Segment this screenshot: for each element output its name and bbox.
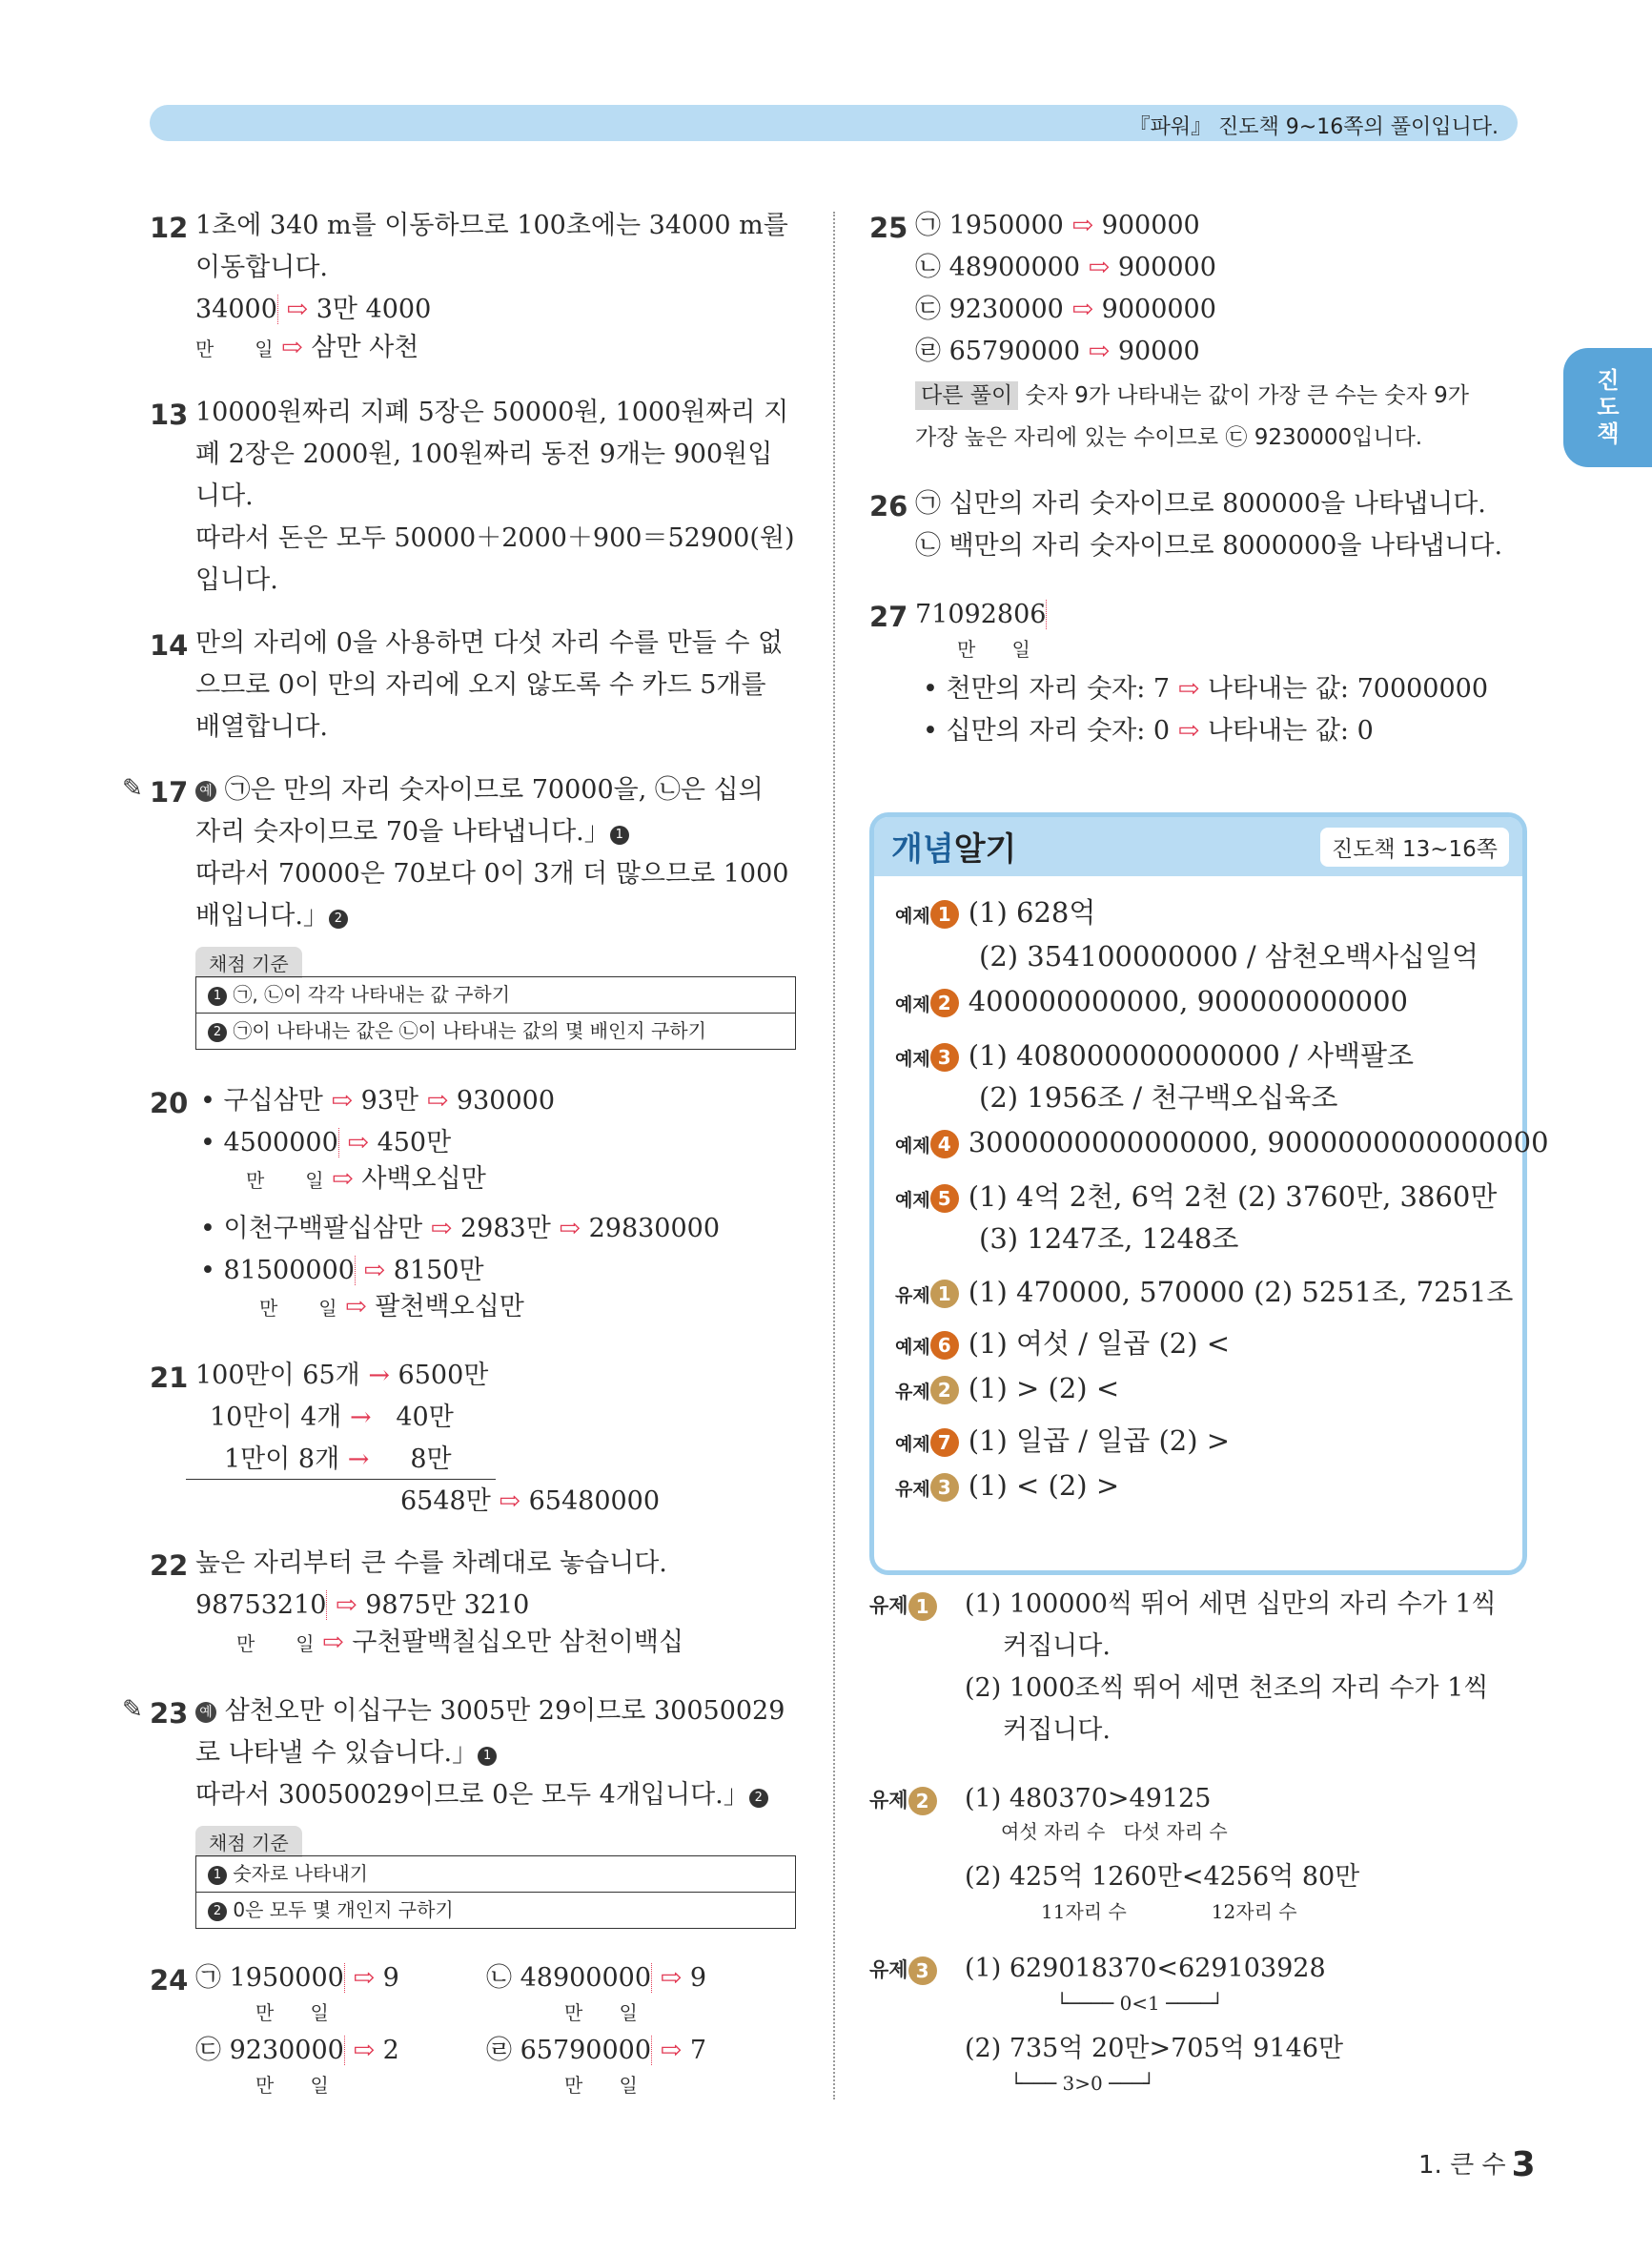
p22-line-2 bbox=[195, 1591, 529, 1620]
arrow-icon: ⇨ bbox=[353, 1963, 376, 1993]
p27-line-3 bbox=[923, 717, 1374, 746]
concept-title-a: 개념 bbox=[891, 830, 954, 869]
il-label: 일 bbox=[310, 2074, 329, 2097]
il-label: 일 bbox=[619, 2074, 638, 2097]
man-label: 만 bbox=[564, 2074, 583, 2097]
p27-text: • 십만의 자리 숫자: 0 bbox=[923, 716, 1171, 746]
criteria-table bbox=[195, 976, 796, 1050]
p23-text: 따라서 30050029이므로 0은 모두 4개입니다.」 bbox=[195, 1780, 749, 1810]
step-2-icon: 2 bbox=[749, 1789, 768, 1808]
step-2-icon: 2 bbox=[208, 1902, 227, 1921]
p25-line-6: 가장 높은 자리에 있는 수이므로 ㉢ 9230000입니다. bbox=[915, 425, 1423, 450]
arrow-icon: ⇨ bbox=[426, 1086, 449, 1116]
concept-row bbox=[895, 1420, 1230, 1459]
concept-row-text: (1) 408000000000000 / 사백팔조 bbox=[968, 1039, 1415, 1072]
arrow-icon: ⇨ bbox=[345, 1292, 367, 1321]
chapter-label: 1. 큰 수 bbox=[1418, 2151, 1506, 2180]
practice-label-text: 유제 bbox=[869, 1958, 908, 1981]
y3-line-2: (2) 735억 20만>705억 9146만 bbox=[965, 2034, 1344, 2063]
header-text: 『파워』 진도책 9~16쪽의 풀이입니다. bbox=[1129, 115, 1499, 139]
concept-title bbox=[891, 823, 1016, 870]
arrow-icon: ⇨ bbox=[660, 2036, 683, 2065]
p24-a-sub bbox=[255, 1998, 329, 2027]
p27-number: 71092806 bbox=[915, 600, 1047, 629]
practice-label bbox=[869, 1590, 937, 1621]
alt-solution-tag: 다른 풀이 bbox=[915, 381, 1018, 410]
arrow-icon: ⇨ bbox=[347, 1128, 369, 1157]
problem-number: 13 bbox=[150, 399, 189, 431]
p21-row-2 bbox=[210, 1403, 454, 1432]
p17-line-3: 따라서 70000은 70보다 0이 3개 더 많으므로 1000 bbox=[195, 859, 789, 889]
y2-sub-1 bbox=[1001, 1817, 1228, 1846]
p12-line-4 bbox=[195, 334, 418, 363]
p24-c bbox=[195, 2037, 399, 2065]
arrow-icon: ⇨ bbox=[322, 1628, 344, 1657]
arrow-icon: ⇨ bbox=[430, 1214, 453, 1243]
p23-text: 로 나타낼 수 있습니다.」 bbox=[195, 1738, 479, 1768]
arrow-icon: ⇨ bbox=[281, 333, 303, 362]
p13-line-5: 입니다. bbox=[195, 565, 278, 595]
p24-d-sub bbox=[564, 2071, 638, 2099]
p20-text: • 4500000 bbox=[200, 1128, 338, 1157]
concept-row bbox=[895, 1126, 1549, 1158]
p26-line-2: ㉡ 백만의 자리 숫자이므로 8000000을 나타냅니다. bbox=[915, 531, 1503, 561]
p24-text: 9 bbox=[382, 1963, 399, 1993]
y2-line-1: (1) 480370>49125 bbox=[965, 1784, 1212, 1813]
p27-line-2 bbox=[923, 675, 1488, 704]
y1-line-4: 커집니다. bbox=[1003, 1715, 1111, 1745]
y3-line-1: (1) 629018370<629103928 bbox=[965, 1954, 1326, 1983]
concept-row-label: 예제 bbox=[895, 1190, 930, 1211]
man-label: 만 bbox=[957, 638, 976, 661]
concept-row-label: 예제 bbox=[895, 1136, 930, 1157]
p27-text: • 천만의 자리 숫자: 7 bbox=[923, 674, 1171, 704]
p14-line-2: 으므로 0이 만의 자리에 오지 않도록 수 카드 5개를 bbox=[195, 670, 766, 700]
p17-line-2 bbox=[195, 818, 629, 847]
column-divider bbox=[833, 212, 835, 2099]
p22-line-1: 높은 자리부터 큰 수를 차례대로 놓습니다. bbox=[195, 1548, 667, 1578]
p21-row-1 bbox=[195, 1362, 488, 1390]
p20-text: 팔천백오십만 bbox=[375, 1292, 524, 1321]
p24-text: ㉣ 65790000 bbox=[486, 2036, 652, 2065]
concept-row-number-icon: 7 bbox=[930, 1428, 959, 1457]
side-tab bbox=[1563, 348, 1652, 467]
p25-text: 900000 bbox=[1117, 253, 1216, 282]
concept-pages: 진도책 13~16쪽 bbox=[1320, 828, 1509, 867]
p13-line-3: 니다. bbox=[195, 481, 254, 511]
p12-line-1: 1초에 340 m를 이동하므로 100초에는 34000 m를 bbox=[195, 211, 788, 240]
p23-line-1 bbox=[195, 1697, 785, 1726]
p24-text: ㉠ 1950000 bbox=[195, 1963, 344, 1993]
p25-text: ㉡ 48900000 bbox=[915, 253, 1081, 282]
concept-row-label: 예제 bbox=[895, 1337, 930, 1358]
arrow-icon: → bbox=[368, 1361, 390, 1390]
p24-text: 9 bbox=[689, 1963, 707, 1993]
arrow-icon: → bbox=[347, 1444, 370, 1474]
p24-text: 7 bbox=[689, 2036, 707, 2065]
p14-line-3: 배열합니다. bbox=[195, 712, 328, 742]
y3-sub-1: └──── 0<1 ────┘ bbox=[1056, 1992, 1224, 2015]
concept-row-text: (1) 470000, 570000 (2) 5251조, 7251조 bbox=[968, 1276, 1514, 1308]
p22-text: 98753210 bbox=[195, 1590, 327, 1620]
p20-text: • 이천구백팔십삼만 bbox=[200, 1214, 423, 1243]
page-number: 3 bbox=[1511, 2145, 1536, 2184]
man-label: 만 bbox=[564, 2001, 583, 2024]
p21-row-3 bbox=[224, 1445, 452, 1474]
example-badge: 예 bbox=[195, 781, 216, 802]
p13-line-2: 폐 2장은 2000원, 100원짜리 동전 9개는 900원입 bbox=[195, 440, 773, 469]
arrow-icon: ⇨ bbox=[286, 295, 309, 324]
concept-row-text: 400000000000, 900000000000 bbox=[968, 985, 1408, 1017]
p24-b bbox=[486, 1964, 706, 1993]
p12-reading: 삼만 사천 bbox=[311, 333, 419, 362]
criteria-row bbox=[196, 977, 795, 1013]
concept-row-label: 예제 bbox=[895, 994, 930, 1015]
p25-row-1 bbox=[915, 212, 1200, 240]
p27-text: 나타내는 값: 0 bbox=[1207, 716, 1374, 746]
concept-row-text: (3) 1247조, 1248조 bbox=[979, 1222, 1239, 1255]
criteria-row bbox=[196, 1013, 795, 1049]
arrow-icon: ⇨ bbox=[1177, 716, 1200, 746]
concept-row-number-icon: 4 bbox=[930, 1130, 959, 1158]
p22-text: 9875만 3210 bbox=[365, 1590, 530, 1620]
concept-row-text: (1) < (2) > bbox=[968, 1469, 1120, 1502]
y1-line-1: (1) 100000씩 뛰어 세면 십만의 자리 수가 1씩 bbox=[965, 1589, 1497, 1619]
p20-text: 2983만 bbox=[459, 1214, 551, 1243]
concept-header bbox=[874, 817, 1522, 876]
arrow-icon: ⇨ bbox=[1088, 337, 1111, 366]
concept-row-number-icon: 3 bbox=[930, 1043, 959, 1072]
criteria-row bbox=[196, 1892, 795, 1928]
p20-text: 29830000 bbox=[588, 1214, 721, 1243]
il-label: 일 bbox=[1011, 638, 1030, 661]
p25-row-4 bbox=[915, 338, 1200, 366]
practice-label bbox=[869, 1955, 937, 1985]
sum-line bbox=[186, 1479, 496, 1480]
concept-row-label: 예제 bbox=[895, 906, 930, 927]
y2-sub-text: 다섯 자리 수 bbox=[1123, 1820, 1228, 1843]
concept-row-label: 예제 bbox=[895, 1049, 930, 1070]
p25-text: ㉢ 9230000 bbox=[915, 295, 1064, 324]
p21-text: 65480000 bbox=[528, 1486, 661, 1516]
arrow-icon: ⇨ bbox=[336, 1590, 357, 1620]
problem-number: 14 bbox=[150, 629, 189, 662]
concept-row bbox=[895, 935, 1479, 974]
man-label: 만 bbox=[259, 1297, 278, 1320]
p26-line-1: ㉠ 십만의 자리 숫자이므로 800000을 나타냅니다. bbox=[915, 489, 1486, 519]
y1-line-3: (2) 1000조씩 뛰어 세면 천조의 자리 수가 1씩 bbox=[965, 1673, 1489, 1703]
arrow-icon: ⇨ bbox=[332, 1164, 354, 1194]
y2-sub-2 bbox=[1041, 1897, 1297, 1926]
p20-text: 450만 bbox=[377, 1128, 452, 1157]
arrow-icon: ⇨ bbox=[559, 1214, 581, 1243]
arrow-icon: ⇨ bbox=[499, 1486, 521, 1516]
p24-a bbox=[195, 1964, 399, 1993]
p25-text: 9000000 bbox=[1101, 295, 1216, 324]
p25-row-2 bbox=[915, 254, 1216, 282]
man-label: 만 bbox=[255, 2074, 275, 2097]
p20-text: 사백오십만 bbox=[361, 1164, 486, 1194]
problem-number: 24 bbox=[150, 1964, 189, 1997]
p20-line-6 bbox=[259, 1293, 524, 1322]
practice-number-icon: 3 bbox=[908, 1956, 937, 1985]
p25-row-3 bbox=[915, 296, 1216, 324]
pencil-icon: ✎ bbox=[122, 774, 143, 803]
concept-row-text: (1) 일곱 / 일곱 (2) > bbox=[968, 1424, 1231, 1457]
p22-line-3 bbox=[236, 1628, 683, 1658]
y3-sub-text: 0<1 bbox=[1119, 1992, 1160, 2015]
man-label: 만 bbox=[255, 2001, 275, 2024]
arrow-icon: → bbox=[349, 1403, 372, 1432]
p12-result: 3만 4000 bbox=[316, 295, 432, 324]
concept-row bbox=[895, 1034, 1414, 1074]
concept-box bbox=[869, 812, 1549, 1575]
concept-row-label: 유제 bbox=[895, 1285, 930, 1306]
concept-row-text: (1) 4억 2천, 6억 2천 (2) 3760만, 3860만 bbox=[968, 1180, 1498, 1213]
page-footer bbox=[1418, 2145, 1536, 2184]
criteria-text: 0은 모두 몇 개인지 구하기 bbox=[233, 1898, 454, 1921]
problem-number: 12 bbox=[150, 212, 189, 244]
practice-number-icon: 2 bbox=[908, 1787, 937, 1815]
y1-line-2: 커집니다. bbox=[1003, 1631, 1111, 1661]
problem-number: 20 bbox=[150, 1087, 189, 1119]
p23-line-2 bbox=[195, 1739, 497, 1768]
p21-text: 10만이 4개 bbox=[210, 1403, 342, 1432]
concept-row-label: 유제 bbox=[895, 1479, 930, 1500]
concept-row-text: (1) 여섯 / 일곱 (2) < bbox=[968, 1327, 1231, 1360]
p25-line-5 bbox=[915, 381, 1469, 410]
p17-line-1 bbox=[195, 776, 764, 805]
step-1-icon: 1 bbox=[478, 1747, 497, 1766]
y2-line-2: (2) 425억 1260만<4256억 80만 bbox=[965, 1862, 1360, 1892]
p24-text: 2 bbox=[382, 2036, 399, 2065]
p20-text: 93만 bbox=[360, 1086, 419, 1116]
step-1-icon: 1 bbox=[208, 1866, 227, 1885]
concept-row-text: (2) 354100000000 / 삼천오백사십일억 bbox=[979, 940, 1479, 973]
step-2-icon: 2 bbox=[208, 1023, 227, 1042]
pencil-icon: ✎ bbox=[122, 1695, 143, 1724]
p17-line-4 bbox=[195, 902, 348, 931]
concept-row-text: (1) 628억 bbox=[968, 896, 1096, 929]
p21-text: 6548만 bbox=[400, 1486, 491, 1516]
arrow-icon: ⇨ bbox=[353, 2036, 376, 2065]
concept-title-b: 알기 bbox=[953, 830, 1017, 869]
concept-row-number-icon: 5 bbox=[930, 1184, 959, 1213]
p27-sub bbox=[957, 635, 1030, 664]
concept-row-number-icon: 6 bbox=[930, 1331, 959, 1360]
arrow-icon: ⇨ bbox=[363, 1256, 386, 1285]
p20-line-5 bbox=[200, 1257, 484, 1285]
y3-sub-text: 3>0 bbox=[1062, 2072, 1103, 2095]
step-2-icon: 2 bbox=[329, 910, 348, 929]
p12-line-2: 이동합니다. bbox=[195, 253, 328, 282]
p12-number: 34000 bbox=[195, 295, 277, 324]
problem-number: 21 bbox=[150, 1362, 189, 1394]
p20-text: 8150만 bbox=[393, 1256, 484, 1285]
p27-line-1 bbox=[915, 601, 1047, 629]
p25-text: 90000 bbox=[1117, 337, 1200, 366]
concept-row-number-icon: 2 bbox=[930, 989, 959, 1017]
p21-text: 40만 bbox=[396, 1403, 454, 1432]
p24-text: ㉡ 48900000 bbox=[486, 1963, 652, 1993]
problem-number: 22 bbox=[150, 1549, 189, 1582]
man-label: 만 bbox=[246, 1169, 265, 1192]
concept-row bbox=[895, 1469, 1119, 1502]
p25-text: ㉠ 1950000 bbox=[915, 211, 1064, 240]
p20-text: 930000 bbox=[456, 1086, 555, 1116]
concept-row bbox=[895, 1076, 1337, 1116]
p25-text: ㉣ 65790000 bbox=[915, 337, 1081, 366]
p20-line-2 bbox=[200, 1129, 451, 1157]
example-badge: 예 bbox=[195, 1702, 216, 1723]
p20-line-4 bbox=[200, 1215, 720, 1243]
il-label: 일 bbox=[318, 1297, 337, 1320]
p14-line-1: 만의 자리에 0을 사용하면 다섯 자리 수를 만들 수 없 bbox=[195, 628, 784, 658]
p23-line-3 bbox=[195, 1781, 768, 1810]
p21-text: 100만이 65개 bbox=[195, 1361, 360, 1390]
arrow-icon: ⇨ bbox=[1177, 674, 1200, 704]
concept-row-text: (1) > (2) < bbox=[968, 1372, 1120, 1404]
concept-row bbox=[895, 1271, 1513, 1310]
arrow-icon: ⇨ bbox=[660, 1963, 683, 1993]
concept-row-number-icon: 1 bbox=[930, 1280, 959, 1308]
concept-row-label: 유제 bbox=[895, 1382, 930, 1403]
il-label: 일 bbox=[305, 1169, 324, 1192]
concept-row bbox=[895, 891, 1095, 931]
practice-label-text: 유제 bbox=[869, 1594, 908, 1617]
concept-row bbox=[895, 1372, 1119, 1404]
step-1-icon: 1 bbox=[208, 987, 227, 1006]
criteria-text: ㉠이 나타내는 값은 ㉡이 나타내는 값의 몇 배인지 구하기 bbox=[233, 1019, 706, 1042]
problem-number: 23 bbox=[150, 1697, 189, 1730]
p22-text: 구천팔백칠십오만 삼천이백십 bbox=[352, 1628, 684, 1657]
concept-row-number-icon: 1 bbox=[930, 900, 959, 929]
problem-number: 26 bbox=[869, 490, 908, 522]
practice-label-text: 유제 bbox=[869, 1789, 908, 1812]
y2-sub-text: 12자리 수 bbox=[1211, 1900, 1297, 1923]
p21-text: 1만이 8개 bbox=[224, 1444, 340, 1474]
header-banner bbox=[150, 105, 1518, 141]
p25-text: 900000 bbox=[1101, 211, 1200, 240]
arrow-icon: ⇨ bbox=[331, 1086, 354, 1116]
p20-line-1 bbox=[200, 1087, 555, 1116]
p13-line-1: 10000원짜리 지폐 5장은 50000원, 1000원짜리 지 bbox=[195, 398, 789, 427]
y3-sub-2: └─── 3>0 ───┘ bbox=[1010, 2072, 1155, 2095]
il-label: 일 bbox=[255, 338, 274, 360]
y2-sub-text: 11자리 수 bbox=[1041, 1900, 1127, 1923]
concept-row-number-icon: 3 bbox=[930, 1473, 959, 1502]
problem-number: 27 bbox=[869, 601, 908, 633]
p13-line-4: 따라서 돈은 모두 50000＋2000＋900＝52900(원) bbox=[195, 523, 795, 553]
criteria-text: 숫자로 나타내기 bbox=[233, 1862, 368, 1885]
il-label: 일 bbox=[619, 2001, 638, 2024]
concept-row bbox=[895, 1322, 1230, 1362]
arrow-icon: ⇨ bbox=[1088, 253, 1111, 282]
concept-row bbox=[895, 985, 1408, 1017]
step-1-icon: 1 bbox=[610, 826, 629, 845]
p20-line-3 bbox=[246, 1165, 486, 1195]
p20-text: • 81500000 bbox=[200, 1256, 355, 1285]
practice-label bbox=[869, 1785, 937, 1815]
problem-number: 17 bbox=[150, 776, 189, 809]
p21-text: 6500만 bbox=[398, 1361, 489, 1390]
p17-text-2: 자리 숫자이므로 70을 나타냅니다.」 bbox=[195, 817, 610, 847]
criteria-title: 채점 기준 bbox=[195, 947, 302, 978]
man-label: 만 bbox=[236, 1632, 255, 1655]
p24-c-sub bbox=[255, 2071, 329, 2099]
man-label: 만 bbox=[195, 338, 214, 360]
criteria-title: 채점 기준 bbox=[195, 1826, 302, 1857]
p24-b-sub bbox=[564, 1998, 638, 2027]
y2-sub-text: 여섯 자리 수 bbox=[1001, 1820, 1106, 1843]
p17-text-4: 배입니다.」 bbox=[195, 901, 329, 931]
criteria-row bbox=[196, 1856, 795, 1892]
problem-number: 25 bbox=[869, 212, 908, 244]
p24-d bbox=[486, 2037, 706, 2065]
p23-text: 삼천오만 이십구는 3005만 29이므로 30050029 bbox=[224, 1696, 785, 1726]
side-tab-label: 진도책 bbox=[1597, 367, 1620, 447]
p21-text: 8만 bbox=[410, 1444, 452, 1474]
p20-text: • 구십삼만 bbox=[200, 1086, 323, 1116]
p27-text: 나타내는 값: 70000000 bbox=[1207, 674, 1489, 704]
p24-text: ㉢ 9230000 bbox=[195, 2036, 344, 2065]
practice-number-icon: 1 bbox=[908, 1592, 937, 1621]
concept-row-label: 예제 bbox=[895, 1434, 930, 1455]
concept-row-number-icon: 2 bbox=[930, 1376, 959, 1404]
il-label: 일 bbox=[310, 2001, 329, 2024]
concept-row bbox=[895, 1218, 1238, 1257]
arrow-icon: ⇨ bbox=[1071, 211, 1094, 240]
concept-row bbox=[895, 1176, 1497, 1215]
il-label: 일 bbox=[296, 1632, 315, 1655]
criteria-table bbox=[195, 1855, 796, 1929]
concept-row-text: (2) 1956조 / 천구백오십육조 bbox=[979, 1081, 1338, 1114]
p17-text-1: ㉠은 만의 자리 숫자이므로 70000을, ㉡은 십의 bbox=[224, 775, 764, 805]
p21-row-4 bbox=[400, 1487, 660, 1516]
arrow-icon: ⇨ bbox=[1071, 295, 1094, 324]
criteria-text: ㉠, ㉡이 각각 나타내는 값 구하기 bbox=[233, 983, 511, 1006]
p12-line-3 bbox=[195, 296, 431, 324]
concept-row-text: 3000000000000000, 9000000000000000 bbox=[968, 1126, 1549, 1158]
p25-text: 숫자 9가 나타내는 값이 가장 큰 수는 숫자 9가 bbox=[1025, 383, 1469, 408]
